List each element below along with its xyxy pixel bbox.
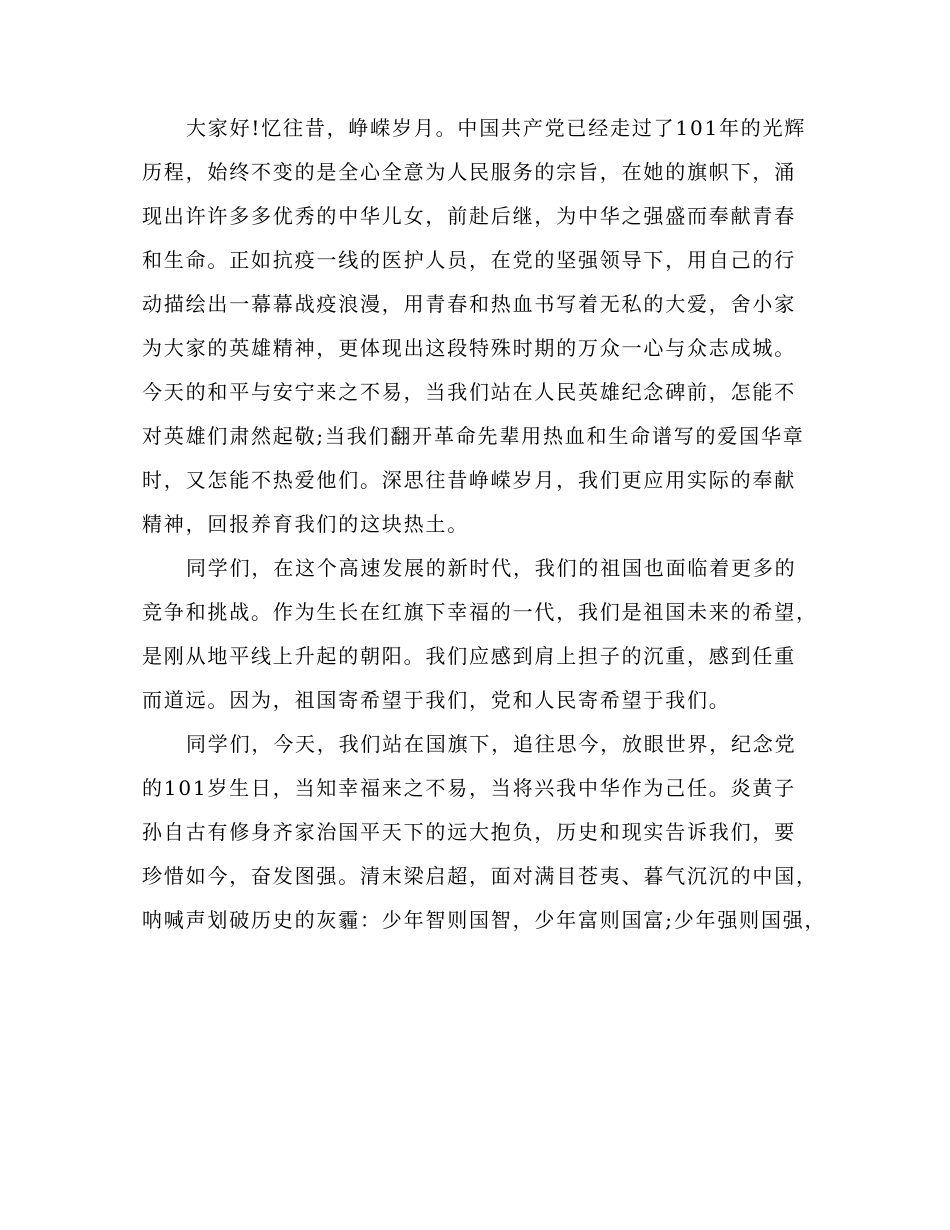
paragraph-2-line-1: 同学们，在这个高速发展的新时代，我们的祖国也面临着更多的: [186, 556, 797, 580]
paragraph-3-line-4: 珍惜如今，奋发图强。清末梁启超，面对满目苍夷、暮气沉沉的中国，: [142, 864, 818, 888]
paragraph-1-line-5: 动描绘出一幕幕战疫浪漫，用青春和热血书写着无私的大爱，舍小家: [142, 292, 796, 316]
paragraph-1-line-3: 现出许许多多优秀的中华儿女，前赴后继，为中华之强盛而奉献青春: [142, 204, 796, 228]
paragraph-2-line-4: 而道远。因为，祖国寄希望于我们，党和人民寄希望于我们。: [142, 688, 731, 712]
paragraph-1-line-7: 今天的和平与安宁来之不易，当我们站在人民英雄纪念碑前，怎能不: [142, 380, 796, 404]
paragraph-3-line-2: 的101岁生日，当知幸福来之不易，当将兴我中华作为己任。炎黄子: [142, 776, 796, 800]
paragraph-3-line-5: 呐喊声划破历史的灰霾：少年智则国智，少年富则国富;少年强则国强，: [142, 908, 827, 932]
paragraph-3-line-3: 孙自古有修身齐家治国平天下的远大抱负，历史和现实告诉我们，要: [142, 820, 796, 844]
paragraph-1-line-10: 精神，回报养育我们的这块热土。: [142, 512, 469, 536]
paragraph-3-line-1: 同学们，今天，我们站在国旗下，追往思今，放眼世界，纪念党: [186, 732, 797, 756]
document-body: [142, 106, 827, 942]
paragraph-2-line-2: 竞争和挑战。作为生长在红旗下幸福的一代，我们是祖国未来的希望，: [142, 600, 818, 624]
paragraph-2-line-3: 是刚从地平线上升起的朝阳。我们应感到肩上担子的沉重，感到任重: [142, 644, 796, 668]
paragraph-1-line-8: 对英雄们肃然起敬;当我们翻开革命先辈用热血和生命谱写的爱国华章: [142, 424, 805, 448]
paragraph-1-line-1: 大家好!忆往昔，峥嵘岁月。中国共产党已经走过了101年的光辉: [186, 116, 807, 140]
paragraph-1-line-9: 时，又怎能不热爱他们。深思往昔峥嵘岁月，我们更应用实际的奉献: [142, 468, 796, 492]
paragraph-1-line-6: 为大家的英雄精神，更体现出这段特殊时期的万众一心与众志成城。: [142, 336, 796, 360]
paragraph-1-line-4: 和生命。正如抗疫一线的医护人员，在党的坚强领导下，用自己的行: [142, 248, 796, 272]
paragraph-1-line-2: 历程，始终不变的是全心全意为人民服务的宗旨，在她的旗帜下，涌: [142, 160, 796, 184]
